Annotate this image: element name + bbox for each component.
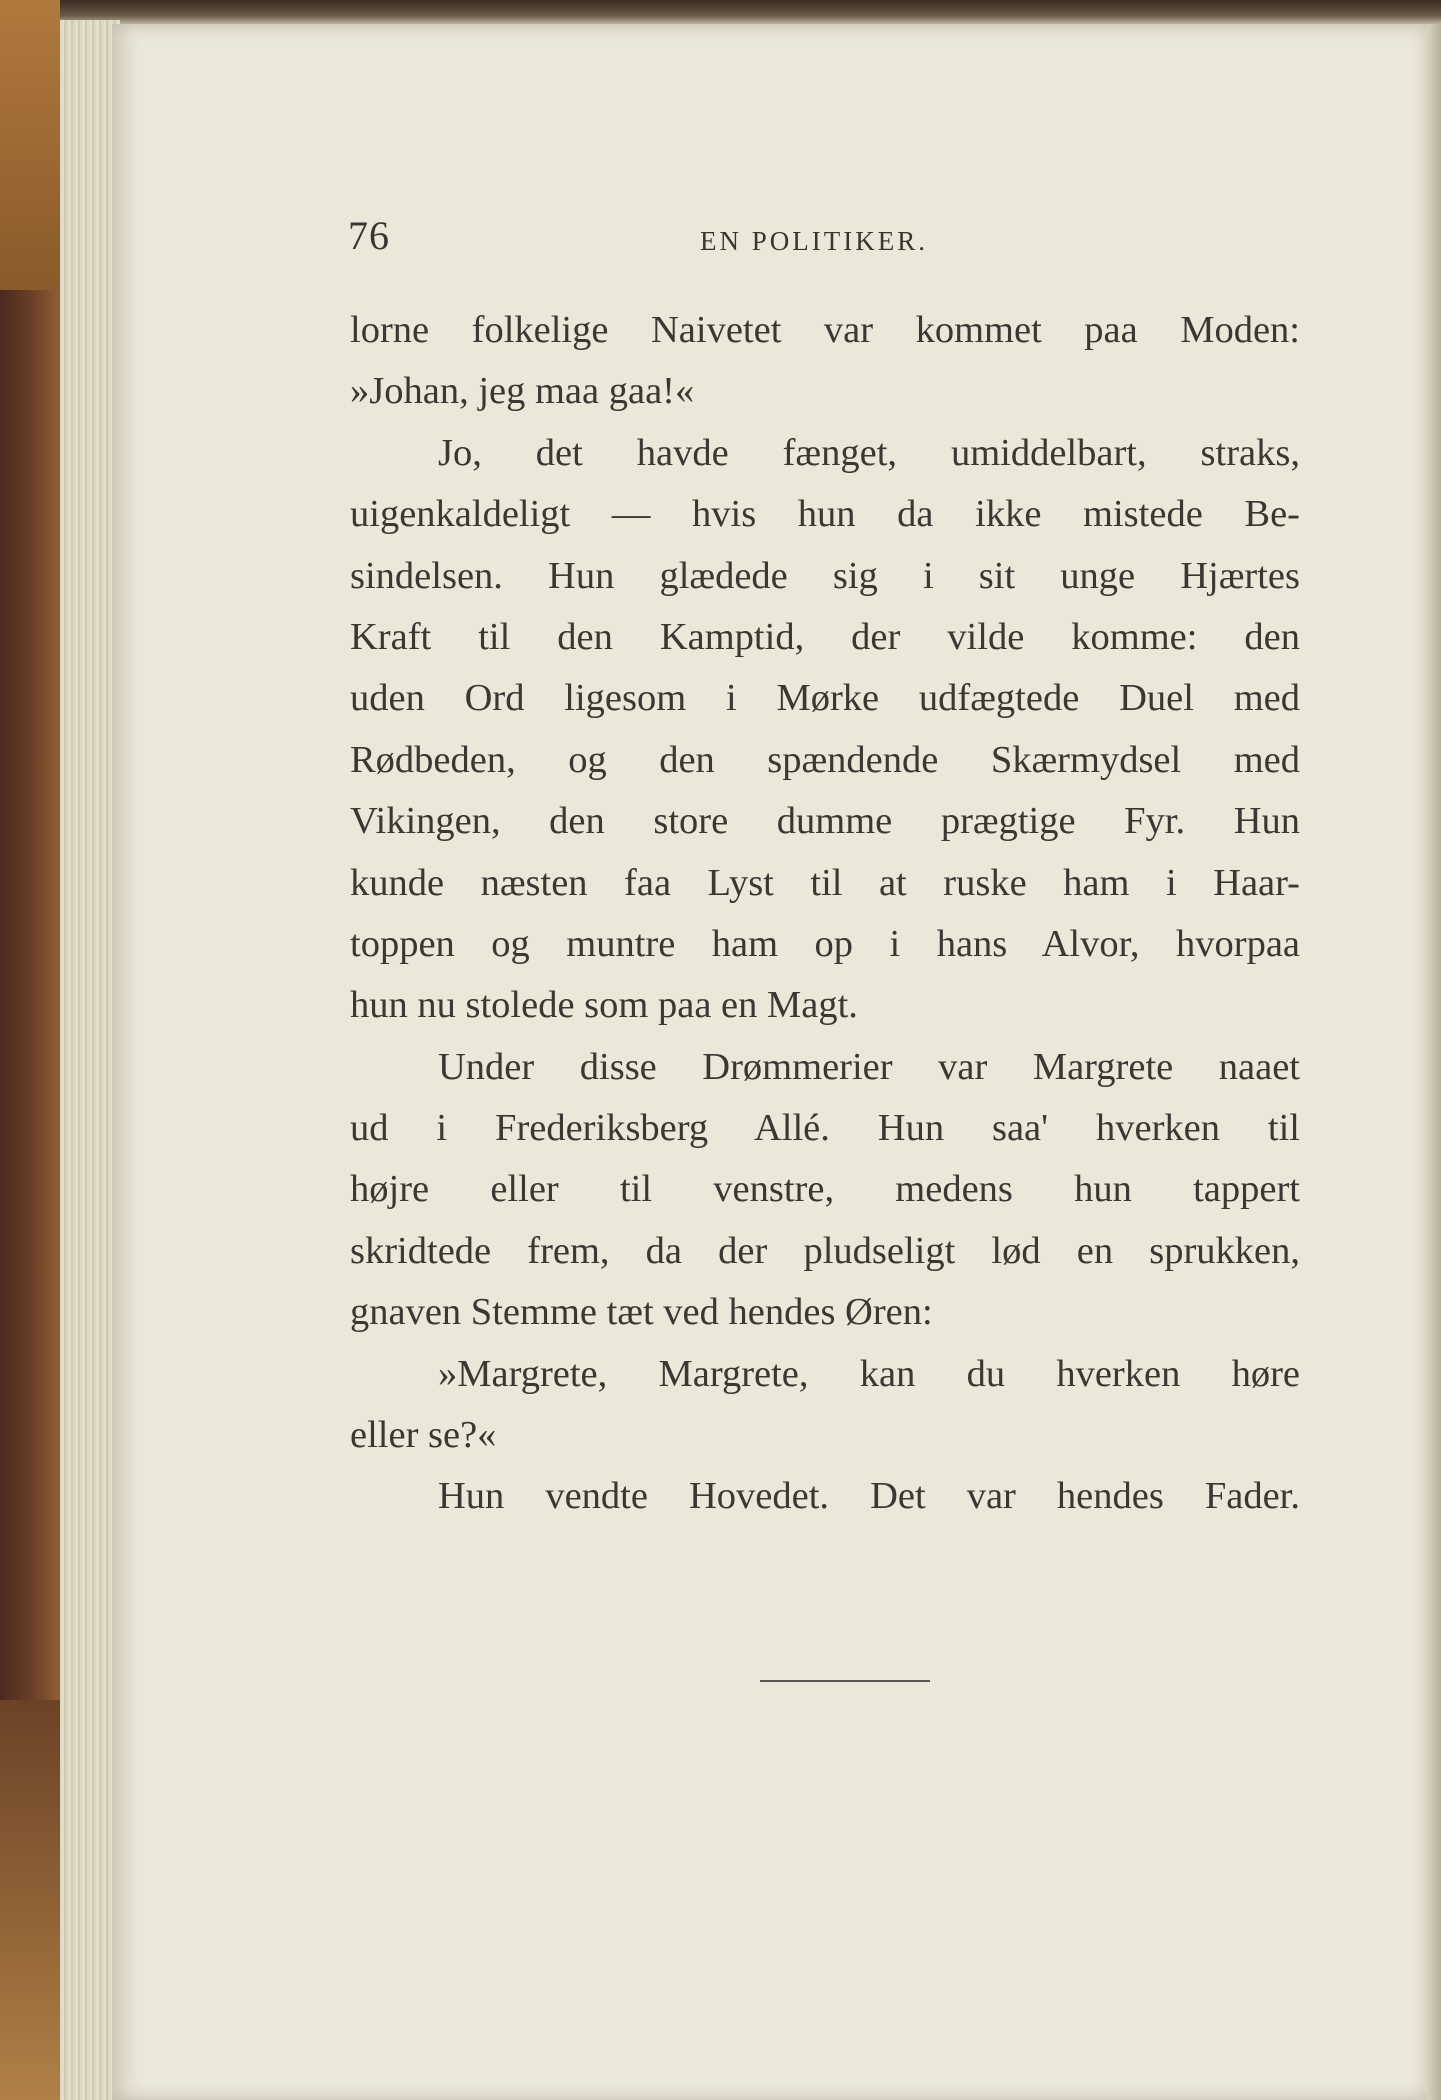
text-line: »Johan, jeg maa gaa!« — [350, 370, 695, 413]
page-top-shadow — [60, 0, 1441, 26]
text-line: lorne folkelige Naivetet var kommet paa Moden: — [350, 309, 1300, 351]
text-line: Rødbeden, og den spændende Skærmydsel med — [350, 738, 1300, 781]
body-text — [350, 300, 1300, 1528]
running-head: EN POLITIKER. — [700, 226, 928, 256]
text-line: Vikingen, den store dumme prægtige Fyr. Hun — [350, 800, 1300, 843]
text-line: Hun vendte Hovedet. Det var hendes Fader. — [438, 1475, 1300, 1518]
text-line: skridtede frem, da der pludseligt lød en sprukken, — [350, 1229, 1300, 1272]
page-number: 76 — [348, 213, 390, 258]
page-right-edge — [1427, 24, 1441, 2100]
text-line: uigenkaldeligt — hvis hun da ikke mistede Be- — [350, 493, 1300, 536]
text-line: »Margrete, Margrete, kan du hverken høre — [438, 1352, 1300, 1395]
text-line: toppen og muntre ham op i hans Alvor, hvorpaa — [350, 922, 1300, 965]
text-line: uden Ord ligesom i Mørke udfægtede Duel med — [350, 677, 1300, 720]
text-line: eller se?« — [350, 1414, 497, 1457]
text-line: sindelsen. Hun glædede sig i sit unge Hjærtes — [350, 554, 1300, 597]
text-line: Jo, det havde fænget, umiddelbart, straks, — [438, 431, 1300, 474]
section-end-rule — [760, 1680, 930, 1682]
text-line: Kraft til den Kamptid, der vilde komme: den — [350, 615, 1300, 658]
text-line: Under disse Drømmerier var Margrete naaet — [438, 1045, 1300, 1088]
page-header — [348, 212, 1298, 272]
page-edges — [60, 20, 120, 2100]
text-line: højre eller til venstre, medens hun tappert — [350, 1168, 1300, 1211]
text-line: kunde næsten faa Lyst til at ruske ham i Haar- — [350, 861, 1300, 904]
text-line: gnaven Stemme tæt ved hendes Øren: — [350, 1291, 933, 1334]
text-line: hun nu stolede som paa en Magt. — [350, 984, 858, 1027]
text-line: ud i Frederiksberg Allé. Hun saa' hverken til — [350, 1107, 1300, 1150]
